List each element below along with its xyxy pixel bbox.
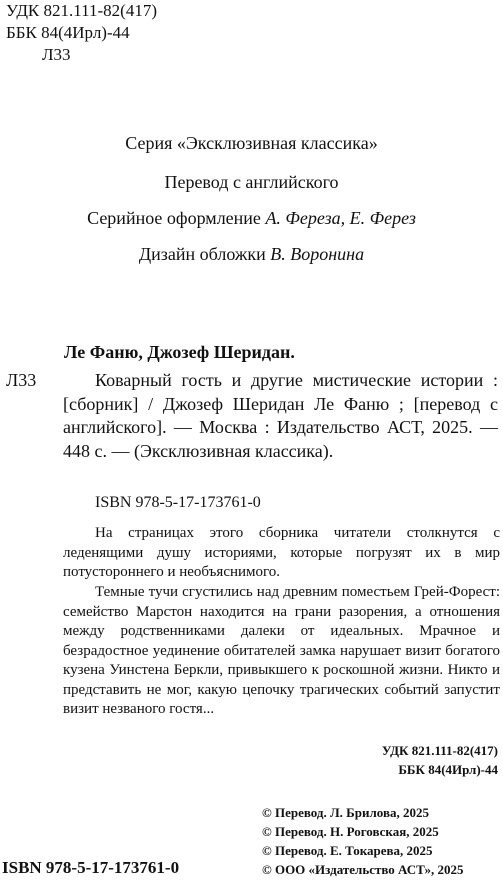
copyright-line: © ООО «Издательство АСТ», 2025	[262, 862, 464, 877]
annotation-paragraph-1: На страницах этого сборника читатели столкнутся с леденящими душу историями, которые погрузят их в мир потустороннего и необъяснимого.	[63, 525, 500, 580]
copyright-line: © Перевод. Е. Токарева, 2025	[262, 843, 433, 858]
series-design-label: Серийное оформление	[87, 208, 266, 228]
cover-design-name: В. Воронина	[270, 244, 365, 264]
series-design-line	[0, 208, 503, 229]
cover-design-line	[0, 244, 503, 265]
translation-line: Перевод с английского	[164, 172, 339, 192]
catalog-isbn: ISBN 978-5-17-173761-0	[95, 494, 261, 511]
udk-code: УДК 821.111-82(417)	[6, 1, 157, 20]
series-design-names: А. Фереза, Е. Ферез	[265, 208, 416, 228]
side-author-mark: Л33	[6, 370, 37, 390]
copyright-line: © Перевод. Л. Брилова, 2025	[262, 805, 429, 820]
author-mark: Л33	[42, 45, 71, 64]
cover-design-label: Дизайн обложки	[138, 244, 271, 264]
bottom-bbk-code: ББК 84(4Ирл)-44	[398, 762, 498, 777]
copyright-line: © Перевод. Н. Роговская, 2025	[262, 824, 439, 839]
series-line: Серия «Эксклюзивная классика»	[125, 133, 378, 153]
bibliographic-description: Коварный гость и другие мистические истории : [сборник] / Джозеф Шеридан Ле Фаню ; [перевод с английского]. — Москва : Издательство АСТ, 2025. — 448 с. — (Эксклюзивная классика).	[63, 370, 498, 461]
bbk-code: ББК 84(4Ирл)-44	[6, 23, 130, 42]
annotation-paragraph-2: Темные тучи сгустились над древним поместьем Грей-Форест: семейство Марстон находится на грани разорения, а отношения между родственниками далеки от идеальных. Мрачное и безрадостное уединение обитателей замка нарушает визит богатого кузена Уинстена Беркли, привыкшего к роскошной жизни. Никто и представить не мог, какую цепочку трагических событий запустит визит незваного гостя...	[63, 584, 500, 717]
bottom-udk-code: УДК 821.111-82(417)	[381, 743, 498, 758]
bottom-isbn: ISBN 978-5-17-173761-0	[2, 858, 180, 877]
author-heading: Ле Фаню, Джозеф Шеридан.	[64, 342, 295, 362]
